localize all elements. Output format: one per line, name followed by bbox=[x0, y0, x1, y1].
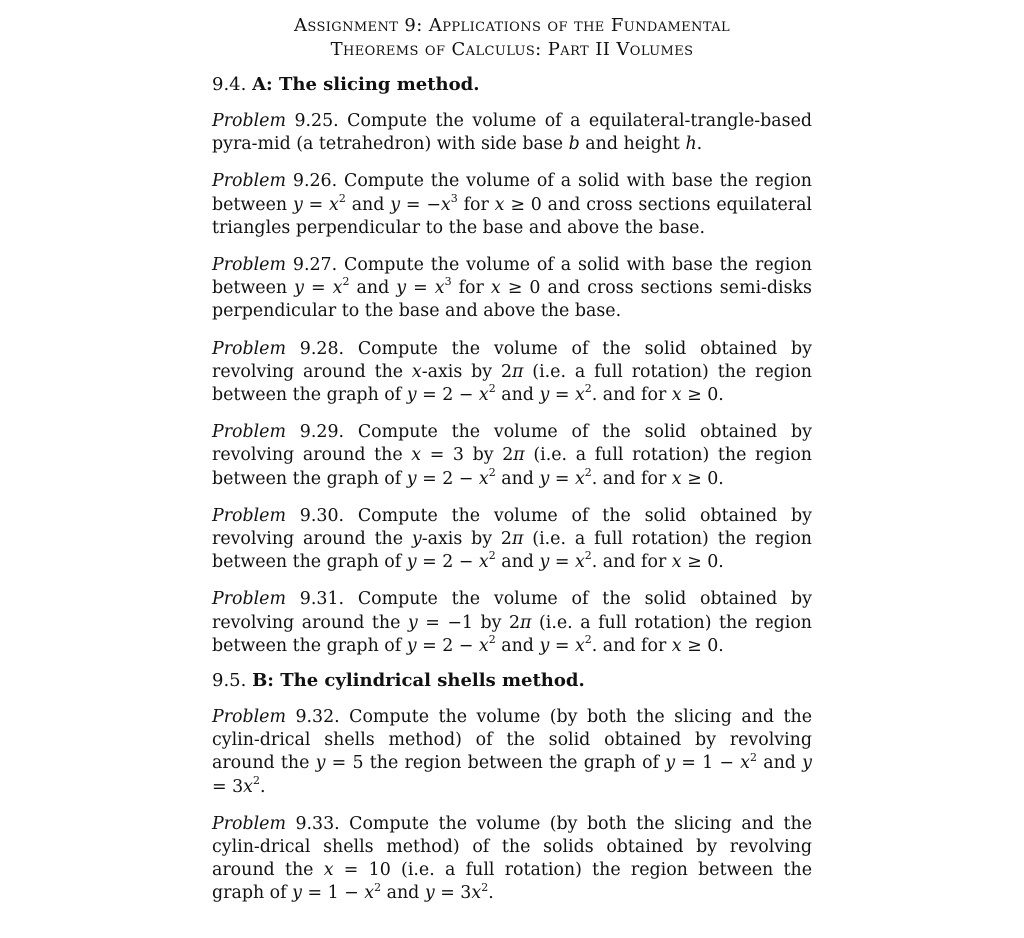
problem-9-32: Problem 9.32. Compute the volume (by both the slicing and the cylin-drical shells method) of the solid obtained by revolving around the y = 5 the region between the graph of $y = 1 - x^2$ and $y = 3x^2$. bbox=[212, 707, 812, 797]
title-line-1: Assignment 9: Applications of the Fundamental bbox=[293, 15, 731, 36]
document-page bbox=[212, 0, 812, 906]
problem-9-25: Problem 9.25. Compute the volume of a equilateral-trangle-based pyra-mid (a tetrahedron) with side base b and height h. bbox=[212, 111, 812, 155]
title-line-2: Theorems of Calculus: Part II Volumes bbox=[330, 39, 694, 60]
problem-9-31: Problem 9.31. Compute the volume of the solid obtained by revolving around the y = −1 by 2π (i.e. a full rotation) the region between the graph of $y = 2 - x^2$ and $y = x^2$. and for x ≥ 0. bbox=[212, 589, 813, 656]
problem-9-26: Problem 9.26. Compute the volume of a solid with base the region between $y = x^2$ and $y = -x^3$ for x ≥ 0 and cross sections equilateral triangles perpendicular to the base and above the base. bbox=[212, 171, 812, 238]
problem-9-29: Problem 9.29. Compute the volume of the solid obtained by revolving around the x = 3 by 2π (i.e. a full rotation) the region between the graph of $y = 2 - x^2$ and $y = x^2$. and for x ≥ 0. bbox=[212, 422, 812, 489]
problem-9-30: Problem 9.30. Compute the volume of the solid obtained by revolving around the y-axis by 2π (i.e. a full rotation) the region between the graph of $y = 2 - x^2$ and $y = x^2$. and for x ≥ 0. bbox=[212, 505, 812, 573]
problem-9-33: Problem 9.33. Compute the volume (by both the slicing and the cylin-drical shells method) of the solids obtained by revolving around the x = 10 (i.e. a full rotation) the region between the graph of $y = 1 - x^2$ and $y = 3x^2$. bbox=[212, 813, 812, 904]
problem-9-28: Problem 9.28. Compute the volume of the solid obtained by revolving around the x-axis by 2π (i.e. a full rotation) the region between the graph of $y = 2 - x^2$ and $y = x^2$. and for x ≥ 0. bbox=[212, 338, 813, 406]
section-heading: 9.4. A: The slicing method. bbox=[212, 74, 480, 95]
problem-9-27: Problem 9.27. Compute the volume of a solid with base the region between $y = x^2$ and $y = x^3$ for x ≥ 0 and cross sections semi-disks perpendicular to the base and above the base. bbox=[212, 255, 812, 322]
section-heading: 9.5. B: The cylindrical shells method. bbox=[212, 670, 585, 692]
page-title bbox=[212, 0, 812, 62]
